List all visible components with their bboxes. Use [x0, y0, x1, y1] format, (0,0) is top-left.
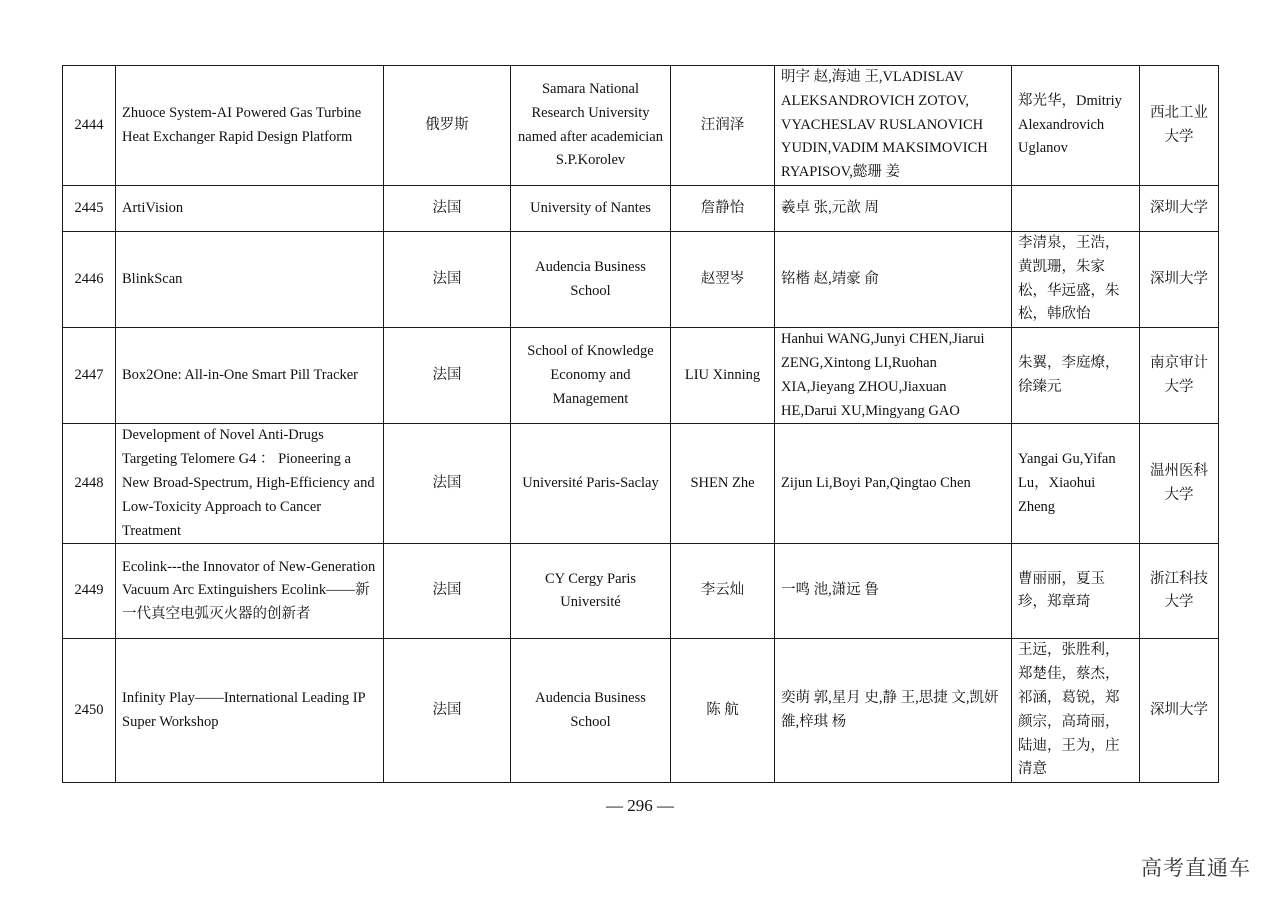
team-leader: 詹静怡 [671, 186, 775, 232]
row-number: 2450 [63, 639, 116, 783]
project-title: Zhuoce System-AI Powered Gas Turbine Heat Exchanger Rapid Design Platform [116, 66, 384, 186]
row-number: 2446 [63, 232, 116, 328]
team-members: Zijun Li,Boyi Pan,Qingtao Chen [775, 424, 1012, 544]
country: 法国 [384, 639, 511, 783]
table-row [63, 544, 1219, 639]
university: Samara National Research University named after academician S.P.Korolev [511, 66, 671, 186]
university: School of Knowledge Economy and Management [511, 328, 671, 424]
project-table [62, 65, 1219, 783]
team-members: 一鸣 池,潇远 鲁 [775, 544, 1012, 639]
table-body [63, 66, 1219, 783]
school: 深圳大学 [1140, 639, 1219, 783]
row-number: 2448 [63, 424, 116, 544]
university: University of Nantes [511, 186, 671, 232]
table-row [63, 66, 1219, 186]
team-members: 铭楷 赵,靖豪 俞 [775, 232, 1012, 328]
table-row [63, 424, 1219, 544]
table-row [63, 232, 1219, 328]
advisors: 曹丽丽，夏玉珍，郑章琦 [1012, 544, 1140, 639]
project-title: Development of Novel Anti-Drugs Targeting Telomere G4 ： Pioneering a New Broad-Spectrum, High-Efficiency and Low-Toxicity Approach to Cancer Treatment [116, 424, 384, 544]
advisors: 郑光华，Dmitriy Alexandrovich Uglanov [1012, 66, 1140, 186]
project-title: BlinkScan [116, 232, 384, 328]
advisors: Yangai Gu,Yifan Lu，Xiaohui Zheng [1012, 424, 1140, 544]
team-members: 奕萌 郭,星月 史,静 王,思捷 文,凯妍 雒,梓琪 杨 [775, 639, 1012, 783]
row-number: 2444 [63, 66, 116, 186]
school: 深圳大学 [1140, 232, 1219, 328]
country: 俄罗斯 [384, 66, 511, 186]
school: 深圳大学 [1140, 186, 1219, 232]
team-leader: 陈 航 [671, 639, 775, 783]
team-leader: 赵翌岑 [671, 232, 775, 328]
page-number: — 296 — [606, 796, 674, 815]
team-leader: 李云灿 [671, 544, 775, 639]
university: Audencia Business School [511, 232, 671, 328]
team-leader: 汪润泽 [671, 66, 775, 186]
country: 法国 [384, 328, 511, 424]
row-number: 2447 [63, 328, 116, 424]
table-row [63, 639, 1219, 783]
row-number: 2445 [63, 186, 116, 232]
team-members: 羲卓 张,元歆 周 [775, 186, 1012, 232]
team-members: 明宇 赵,海迪 王,VLADISLAV ALEKSANDROVICH ZOTOV, VYACHESLAV RUSLANOVICH YUDIN,VADIM MAKSIMOVICH RYAPISOV,懿珊 姜 [775, 66, 1012, 186]
school: 浙江科技大学 [1140, 544, 1219, 639]
school: 南京审计大学 [1140, 328, 1219, 424]
table-row [63, 328, 1219, 424]
advisors [1012, 186, 1140, 232]
school: 西北工业大学 [1140, 66, 1219, 186]
team-leader: SHEN Zhe [671, 424, 775, 544]
country: 法国 [384, 424, 511, 544]
project-title: Ecolink---the Innovator of New-Generation Vacuum Arc Extinguishers Ecolink——新一代真空电弧灭火器的创新者 [116, 544, 384, 639]
country: 法国 [384, 232, 511, 328]
university: Audencia Business School [511, 639, 671, 783]
row-number: 2449 [63, 544, 116, 639]
table-row [63, 186, 1219, 232]
project-title: ArtiVision [116, 186, 384, 232]
advisors: 王远，张胜利，郑楚佳，蔡杰，祁涵，葛锐，郑颜宗，高琦丽，陆迪，王为，庄清意 [1012, 639, 1140, 783]
university: CY Cergy Paris Université [511, 544, 671, 639]
university: Université Paris-Saclay [511, 424, 671, 544]
project-title: Infinity Play——International Leading IP Super Workshop [116, 639, 384, 783]
team-leader: LIU Xinning [671, 328, 775, 424]
watermark-logo-text: 高考直通车 [1141, 856, 1251, 880]
advisors: 李清泉，王浩，黄凯珊，朱家松，华远盛，朱松，韩欣怡 [1012, 232, 1140, 328]
school: 温州医科大学 [1140, 424, 1219, 544]
team-members: Hanhui WANG,Junyi CHEN,Jiarui ZENG,Xintong LI,Ruohan XIA,Jieyang ZHOU,Jiaxuan HE,Darui XU,Mingyang GAO [775, 328, 1012, 424]
advisors: 朱翼，李庭燎，徐臻元 [1012, 328, 1140, 424]
country: 法国 [384, 186, 511, 232]
project-title: Box2One: All-in-One Smart Pill Tracker [116, 328, 384, 424]
country: 法国 [384, 544, 511, 639]
